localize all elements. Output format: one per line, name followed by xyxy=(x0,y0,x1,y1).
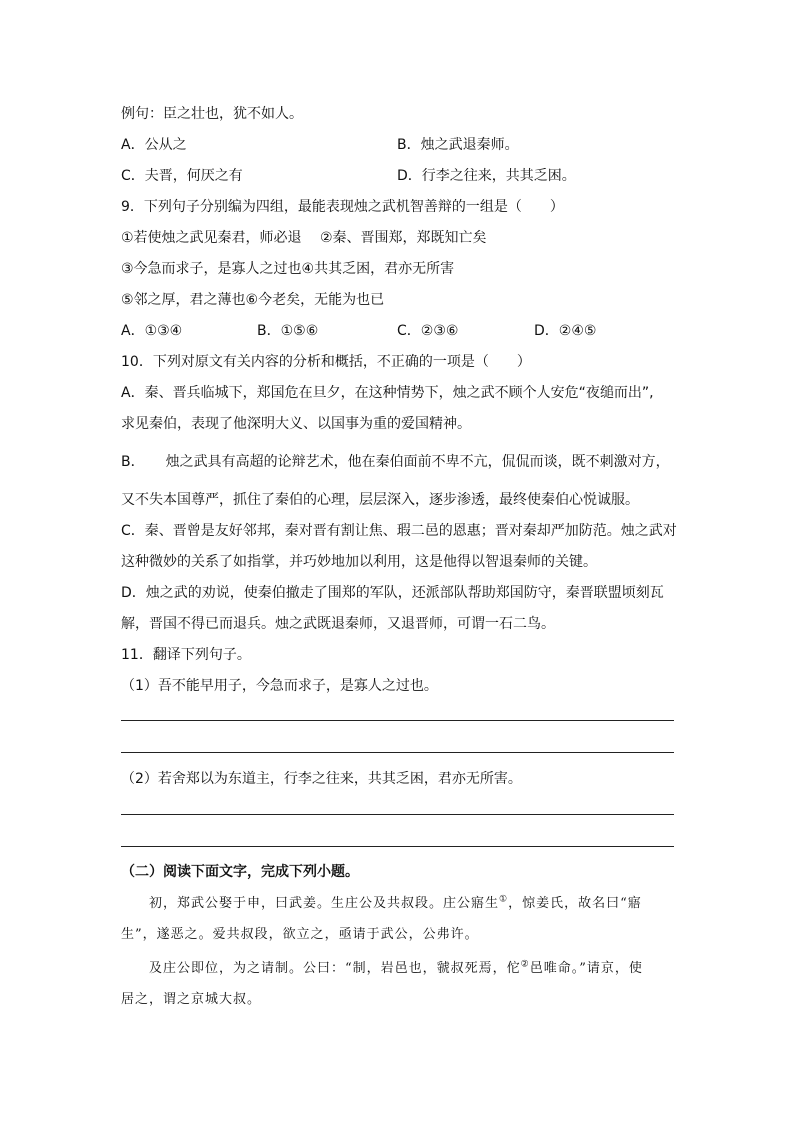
footnote-marker-2: ② xyxy=(520,959,530,970)
q8-option-row-1 xyxy=(121,135,519,155)
answer-line-4 xyxy=(121,846,674,847)
q8-option-b: B．烛之武退秦师。 xyxy=(397,137,519,153)
q10-option-d-line-2: 解，晋国不得已而退兵。烛之武既退秦师，又退晋师，可谓一石二鸟。 xyxy=(121,616,555,632)
q8-option-c: C．夫晋，何厌之有 xyxy=(121,168,243,184)
q9-option-b: B．①⑤⑥ xyxy=(257,323,319,339)
passage-paragraph-1-line-1 xyxy=(149,894,642,914)
q8-option-d: D．行李之往来，共其乏困。 xyxy=(397,168,576,184)
q10-stem: 10．下列对原文有关内容的分析和概括，不正确的一项是（ ） xyxy=(121,354,531,370)
q8-option-row-2 xyxy=(121,166,576,186)
section-2-title: （二）阅读下面文字，完成下列小题。 xyxy=(121,864,359,880)
passage-paragraph-2-line-2: 居之，谓之京城大叔。 xyxy=(121,992,262,1007)
q11-stem: 11．翻译下列句子。 xyxy=(121,647,251,663)
q9-option-c: C．②③⑥ xyxy=(397,323,459,339)
answer-line-2 xyxy=(121,752,674,753)
passage-text: 邑唯命。”请京，使 xyxy=(529,961,643,976)
passage-paragraph-2-line-1 xyxy=(149,959,643,979)
answer-line-3 xyxy=(121,814,674,815)
q10-option-d-line-1: D．烛之武的劝说，使秦伯撤走了围郑的军队，还派部队帮助郑国防守，秦晋联盟顷刻瓦 xyxy=(121,585,664,601)
q9-stem: 9．下列句子分别编为四组，最能表现烛之武机智善辩的一组是（ ） xyxy=(121,199,564,215)
passage-text: ，惊姜氏，故名曰“寤 xyxy=(508,896,642,911)
q10-option-c-line-2: 这种微妙的关系了如指掌，并巧妙地加以利用，这是他得以智退秦师的关键。 xyxy=(121,554,597,570)
q10-option-a-line-1: A．秦、晋兵临城下，郑国危在旦夕，在这种情势下，烛之武不顾个人安危“夜缒而出”, xyxy=(121,385,654,401)
q9-option-a: A．①③④ xyxy=(121,323,183,339)
q10-option-a-line-2: 求见秦伯，表现了他深明大义、以国事为重的爱国精神。 xyxy=(121,416,471,432)
q11-sentence-2: （2）若舍郑以为东道主，行李之往来，共其乏困，君亦无所害。 xyxy=(121,771,522,787)
q9-option-d: D．②④⑤ xyxy=(534,323,597,339)
answer-line-1 xyxy=(121,720,674,721)
passage-paragraph-1-line-2: 生”，遂恶之。爱共叔段，欲立之，亟请于武公，公弗许。 xyxy=(121,927,479,942)
passage-text: 及庄公即位，为之请制。公曰：“制，岩邑也，虢叔死焉，佗 xyxy=(149,961,521,976)
q9-line-3: ⑤邻之厚，君之薄也⑥今老矣，无能为也已 xyxy=(121,292,385,308)
q11-sentence-1: （1）吾不能早用子，今急而求子，是寡人之过也。 xyxy=(121,678,438,694)
q8-option-a: A．公从之 xyxy=(121,137,187,153)
passage-text: 初，郑武公娶于申，曰武姜。生庄公及共叔段。庄公寤生 xyxy=(149,896,500,911)
q10-option-b-line-1: B． 烛之武具有高超的论辩艺术，他在秦伯面前不卑不亢，侃侃而谈，既不刺激对方， xyxy=(121,454,670,470)
footnote-marker-1: ① xyxy=(499,894,509,905)
example-sentence: 例句：臣之壮也，犹不如人。 xyxy=(121,106,303,122)
q10-option-b-line-2: 又不失本国尊严，抓住了秦伯的心理，层层深入，逐步渗透，最终使秦伯心悦诚服。 xyxy=(121,492,639,508)
q9-line-2: ③今急而求子，是寡人之过也④共其乏困，君亦无所害 xyxy=(121,261,455,277)
q10-option-c-line-1: C．秦、晋曾是友好邻邦，秦对晋有割让焦、瑕二邑的恩惠；晋对秦却严加防范。烛之武对 xyxy=(121,523,677,539)
q9-line-1: ①若使烛之武见秦君，师必退 ②秦、晋围郑，郑既知亡矣 xyxy=(121,230,487,246)
